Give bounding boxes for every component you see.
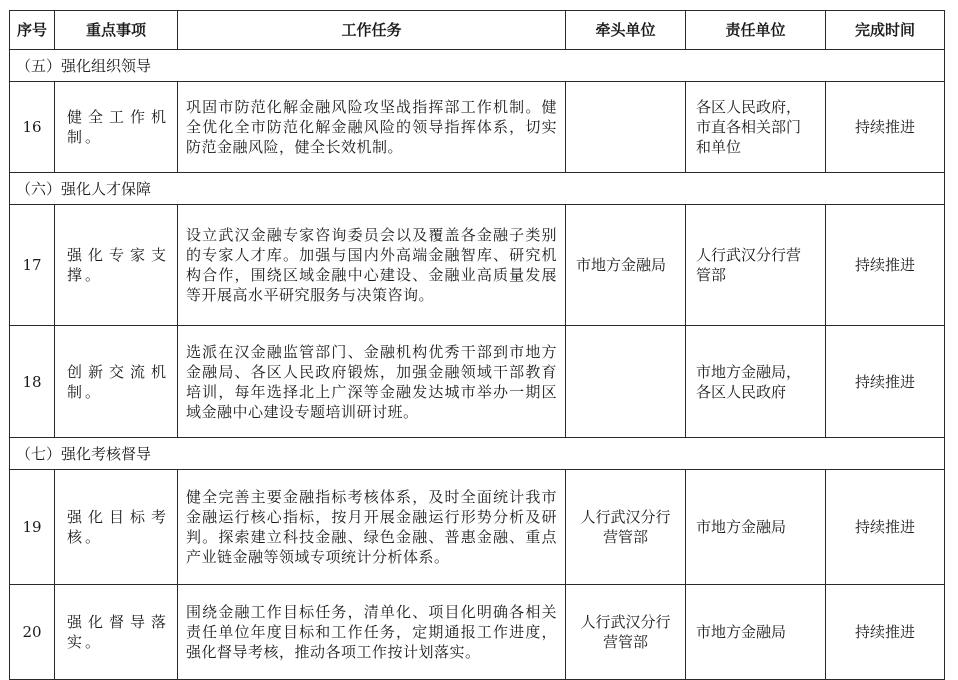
row-time: 持续推进 <box>826 326 945 438</box>
row-task: 设立武汉金融专家咨询委员会以及覆盖各金融子类别的专家人才库。加强与国内外高端金融智库、研究机构合作，围绕区域金融中心建设、金融业高质量发展等开展高水平研究服务与决策咨询。 <box>178 205 566 326</box>
row-time: 持续推进 <box>826 205 945 326</box>
table-header <box>10 11 945 50</box>
row-resp: 市地方金融局 <box>686 470 826 585</box>
row-item: 健全工作机制。 <box>55 82 178 173</box>
row-item: 强化目标考核。 <box>55 470 178 585</box>
table-row <box>10 585 945 680</box>
section-row <box>10 438 945 470</box>
section-title-5: （五）强化组织领导 <box>10 50 945 82</box>
row-resp: 市地方金融局，各区人民政府 <box>686 326 826 438</box>
row-task: 围绕金融工作目标任务，清单化、项目化明确各相关责任单位年度目标和工作任务，定期通报工作进度，强化督导考核，推动各项工作按计划落实。 <box>178 585 566 680</box>
row-resp: 各区人民政府，市直各相关部门和单位 <box>686 82 826 173</box>
row-task: 选派在汉金融监管部门、金融机构优秀干部到市地方金融局、各区人民政府锻炼，加强金融领域干部教育培训，每年选择北上广深等金融发达城市举办一期区域金融中心建设专题培训研讨班。 <box>178 326 566 438</box>
row-resp: 市地方金融局 <box>686 585 826 680</box>
row-item: 强化专家支撑。 <box>55 205 178 326</box>
row-task: 健全完善主要金融指标考核体系，及时全面统计我市金融运行核心指标，按月开展金融运行形势分析及研判。探索建立科技金融、绿色金融、普惠金融、重点产业链金融等领域专项统计分析体系。 <box>178 470 566 585</box>
row-time: 持续推进 <box>826 585 945 680</box>
header-seq: 序号 <box>10 11 55 50</box>
section-row <box>10 50 945 82</box>
row-item: 创新交流机制。 <box>55 326 178 438</box>
table-row <box>10 82 945 173</box>
row-number: 19 <box>10 470 55 585</box>
row-lead: 市地方金融局 <box>566 205 686 326</box>
section-title-7: （七）强化考核督导 <box>10 438 945 470</box>
header-item: 重点事项 <box>55 11 178 50</box>
section-row <box>10 173 945 205</box>
task-table-container <box>9 10 944 680</box>
row-lead <box>566 326 686 438</box>
header-resp: 责任单位 <box>686 11 826 50</box>
row-number: 20 <box>10 585 55 680</box>
section-title-6: （六）强化人才保障 <box>10 173 945 205</box>
row-number: 17 <box>10 205 55 326</box>
row-item: 强化督导落实。 <box>55 585 178 680</box>
header-row <box>10 11 945 50</box>
header-lead: 牵头单位 <box>566 11 686 50</box>
table-row <box>10 205 945 326</box>
row-time: 持续推进 <box>826 82 945 173</box>
row-resp: 人行武汉分行营管部 <box>686 205 826 326</box>
task-table <box>9 10 945 680</box>
row-number: 18 <box>10 326 55 438</box>
table-body <box>10 50 945 680</box>
row-time: 持续推进 <box>826 470 945 585</box>
row-number: 16 <box>10 82 55 173</box>
table-row <box>10 470 945 585</box>
row-lead <box>566 82 686 173</box>
row-lead: 人行武汉分行营管部 <box>566 470 686 585</box>
header-task: 工作任务 <box>178 11 566 50</box>
row-lead: 人行武汉分行营管部 <box>566 585 686 680</box>
table-row <box>10 326 945 438</box>
header-time: 完成时间 <box>826 11 945 50</box>
row-task: 巩固市防范化解金融风险攻坚战指挥部工作机制。健全优化全市防范化解金融风险的领导指挥体系，切实防范金融风险，健全长效机制。 <box>178 82 566 173</box>
